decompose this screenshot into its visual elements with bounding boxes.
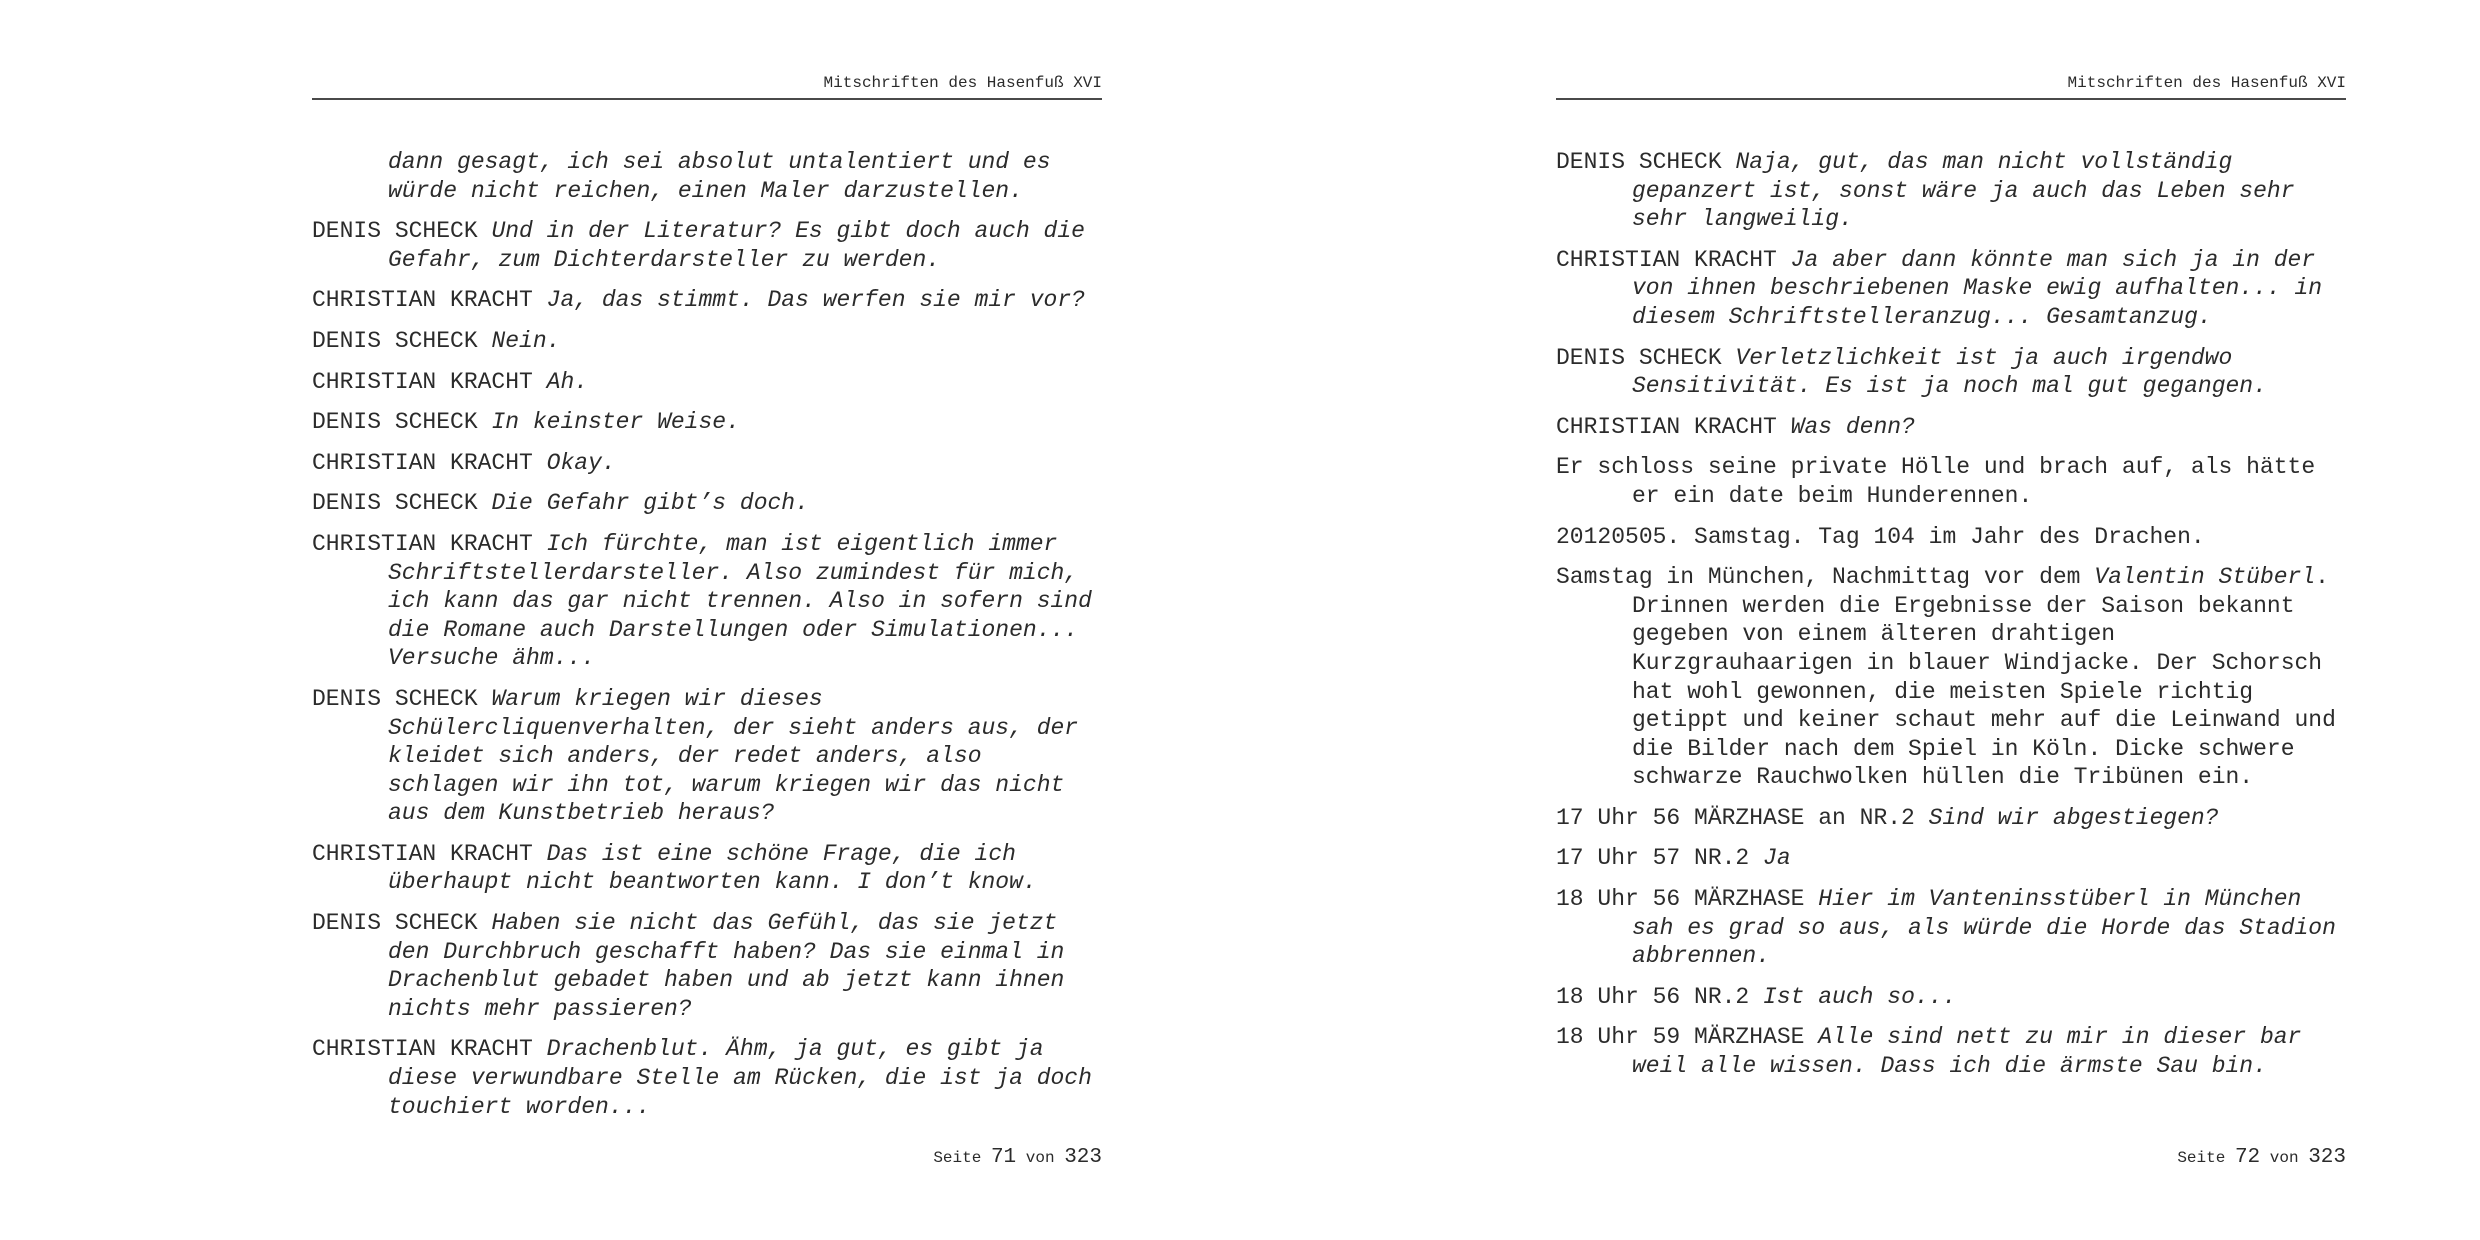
speech-text: Verletzlichkeit ist ja auch irgendwo Sensitivität. Es ist ja noch mal gut gegangen. — [1632, 344, 2267, 400]
paragraph — [312, 368, 1102, 397]
right-page — [1556, 0, 2346, 1240]
page-number-footer — [1556, 1144, 2346, 1172]
paragraph — [312, 530, 1102, 673]
speech-text: Haben sie nicht das Gefühl, das sie jetzt den Durchbruch geschafft haben? Das sie einmal in Drachenblut gebadet haben und ab jetzt kann ihnen nichts mehr passieren? — [388, 910, 1065, 1022]
speaker: CHRISTIAN KRACHT — [1556, 413, 1777, 440]
speaker: CHRISTIAN KRACHT — [312, 368, 533, 395]
paragraph — [1556, 453, 2346, 510]
speech-text: Ich fürchte, man ist eigentlich immer Schriftstellerdarsteller. Also zumindest für mich, ich kann das gar nicht trennen. Also in sofern sind die Romane auch Darstellungen oder Simulationen... Versuche ähm... — [388, 530, 1092, 672]
paragraph — [312, 449, 1102, 478]
narration-continued: . Drinnen werden die Ergebnisse der Saison bekannt gegeben von einem älteren drahtigen Kurzgrauhaarigen in blauer Windjacke. Der Schorsch hat wohl gewonnen, die meisten Spiele richtig getippt und keiner schaut mehr auf die Leinwand und die Bilder nach dem Spiel in Köln. Dicke schwere schwarze Rauchwolken hüllen die Tribünen ein. — [1632, 564, 2336, 791]
speaker: DENIS SCHECK — [312, 327, 478, 354]
paragraph — [312, 909, 1102, 1023]
speaker: DENIS SCHECK — [312, 490, 478, 517]
speaker: DENIS SCHECK — [312, 218, 478, 245]
paragraph — [1556, 563, 2346, 792]
speaker: CHRISTIAN KRACHT — [312, 449, 533, 476]
speech-text: Warum kriegen wir dieses Schülercliquenverhalten, der sieht anders aus, der kleidet sich anders, der redet anders, also schlagen wir ihn tot, warum kriegen wir das nicht aus dem Kunstbetrieb heraus? — [388, 685, 1079, 827]
paragraph — [312, 408, 1102, 437]
speaker: 18 Uhr 56 MÄRZHASE — [1556, 886, 1805, 913]
speaker: 17 Uhr 56 MÄRZHASE an NR.2 — [1556, 804, 1915, 831]
speech-text: Alle sind nett zu mir in dieser bar weil alle wissen. Dass ich die ärmste Sau bin. — [1632, 1024, 2302, 1080]
speaker: 17 Uhr 57 NR.2 — [1556, 845, 1750, 872]
left-page — [312, 0, 1102, 1240]
paragraph — [1556, 885, 2346, 971]
speech-text: Okay. — [546, 449, 616, 476]
speech-text: Ja — [1763, 845, 1791, 872]
speech-text: Drachenblut. Ähm, ja gut, es gibt ja diese verwundbare Stelle am Rücken, die ist ja doch touchiert worden... — [388, 1036, 1092, 1120]
paragraph — [1556, 148, 2346, 234]
speech-text: dann gesagt, ich sei absolut untalentiert und es würde nicht reichen, einen Maler darzustellen. — [388, 149, 1051, 204]
speech-text: Die Gefahr gibt’s doch. — [491, 490, 809, 517]
paragraph — [312, 489, 1102, 518]
speech-text: Naja, gut, das man nicht vollständig gepanzert ist, sonst wäre ja auch das Leben sehr sehr langweilig. — [1632, 149, 2295, 233]
paragraph — [1556, 804, 2346, 833]
page-of-word: von — [1025, 1149, 1055, 1167]
speech-text: Sind wir abgestiegen? — [1928, 804, 2219, 831]
date-line: 20120505. Samstag. Tag 104 im Jahr des Drachen. — [1556, 523, 2205, 550]
paragraph — [1556, 344, 2346, 401]
paragraph — [1556, 1023, 2346, 1080]
speaker: DENIS SCHECK — [1556, 149, 1722, 175]
speech-text: In keinster Weise. — [491, 409, 740, 436]
page-body — [312, 148, 1102, 1133]
page-word: Seite — [2177, 1149, 2226, 1167]
page-number: 71 — [990, 1146, 1017, 1169]
speaker: DENIS SCHECK — [312, 910, 478, 937]
page-number-footer — [312, 1144, 1102, 1172]
speaker: CHRISTIAN KRACHT — [312, 530, 533, 557]
speaker: 18 Uhr 56 NR.2 — [1556, 983, 1750, 1010]
page-word: Seite — [933, 1149, 982, 1167]
paragraph — [312, 148, 1102, 205]
speech-text: Was denn? — [1790, 413, 1915, 440]
paragraph — [312, 286, 1102, 315]
speaker: CHRISTIAN KRACHT — [312, 287, 533, 314]
paragraph — [1556, 523, 2346, 552]
paragraph — [1556, 413, 2346, 442]
running-head: Mitschriften des Hasenfuß XVI — [1556, 72, 2346, 100]
speech-text: Ist auch so... — [1763, 983, 1957, 1010]
speaker: DENIS SCHECK — [1556, 344, 1722, 371]
speaker: DENIS SCHECK — [312, 685, 478, 712]
speech-text: Ja aber dann könnte man sich ja in der von ihnen beschriebenen Maske ewig aufhalten... in diesem Schriftstelleranzug... Gesamtanzug. — [1632, 246, 2323, 330]
page-body — [1556, 148, 2346, 1093]
speech-text: Ah. — [546, 368, 589, 395]
speech-text: Und in der Literatur? Es gibt doch auch die Gefahr, zum Dichterdarsteller zu werden. — [388, 218, 1085, 273]
place-name: Valentin Stüberl — [2094, 564, 2316, 591]
page-of-word: von — [2269, 1149, 2299, 1167]
narration: Er schloss seine private Hölle und brach auf, als hätte er ein date beim Hunderennen. — [1556, 454, 2316, 509]
speech-text: Das ist eine schöne Frage, die ich überhaupt nicht beantworten kann. I don’t know. — [388, 840, 1037, 896]
paragraph — [312, 327, 1102, 356]
speaker: CHRISTIAN KRACHT — [1556, 246, 1777, 273]
paragraph — [312, 840, 1102, 897]
speech-text: Ja, das stimmt. Das werfen sie mir vor? — [546, 287, 1085, 314]
running-head: Mitschriften des Hasenfuß XVI — [312, 72, 1102, 100]
page-total: 323 — [2308, 1146, 2346, 1169]
paragraph — [312, 1035, 1102, 1121]
speaker: DENIS SCHECK — [312, 409, 478, 436]
page-total: 323 — [1064, 1146, 1102, 1169]
narration: Samstag in München, Nachmittag vor dem — [1556, 564, 2081, 591]
paragraph — [1556, 983, 2346, 1012]
paragraph — [1556, 246, 2346, 332]
paragraph — [312, 685, 1102, 828]
speaker: 18 Uhr 59 MÄRZHASE — [1556, 1024, 1805, 1051]
speaker: CHRISTIAN KRACHT — [312, 1036, 533, 1063]
speech-text: Hier im Vanteninsstüberl in München sah es grad so aus, als würde die Horde das Stadion abbrennen. — [1632, 886, 2336, 970]
page-number: 72 — [2234, 1146, 2261, 1169]
speaker: CHRISTIAN KRACHT — [312, 840, 533, 867]
paragraph — [1556, 844, 2346, 873]
speech-text: Nein. — [491, 327, 561, 354]
paragraph — [312, 217, 1102, 274]
